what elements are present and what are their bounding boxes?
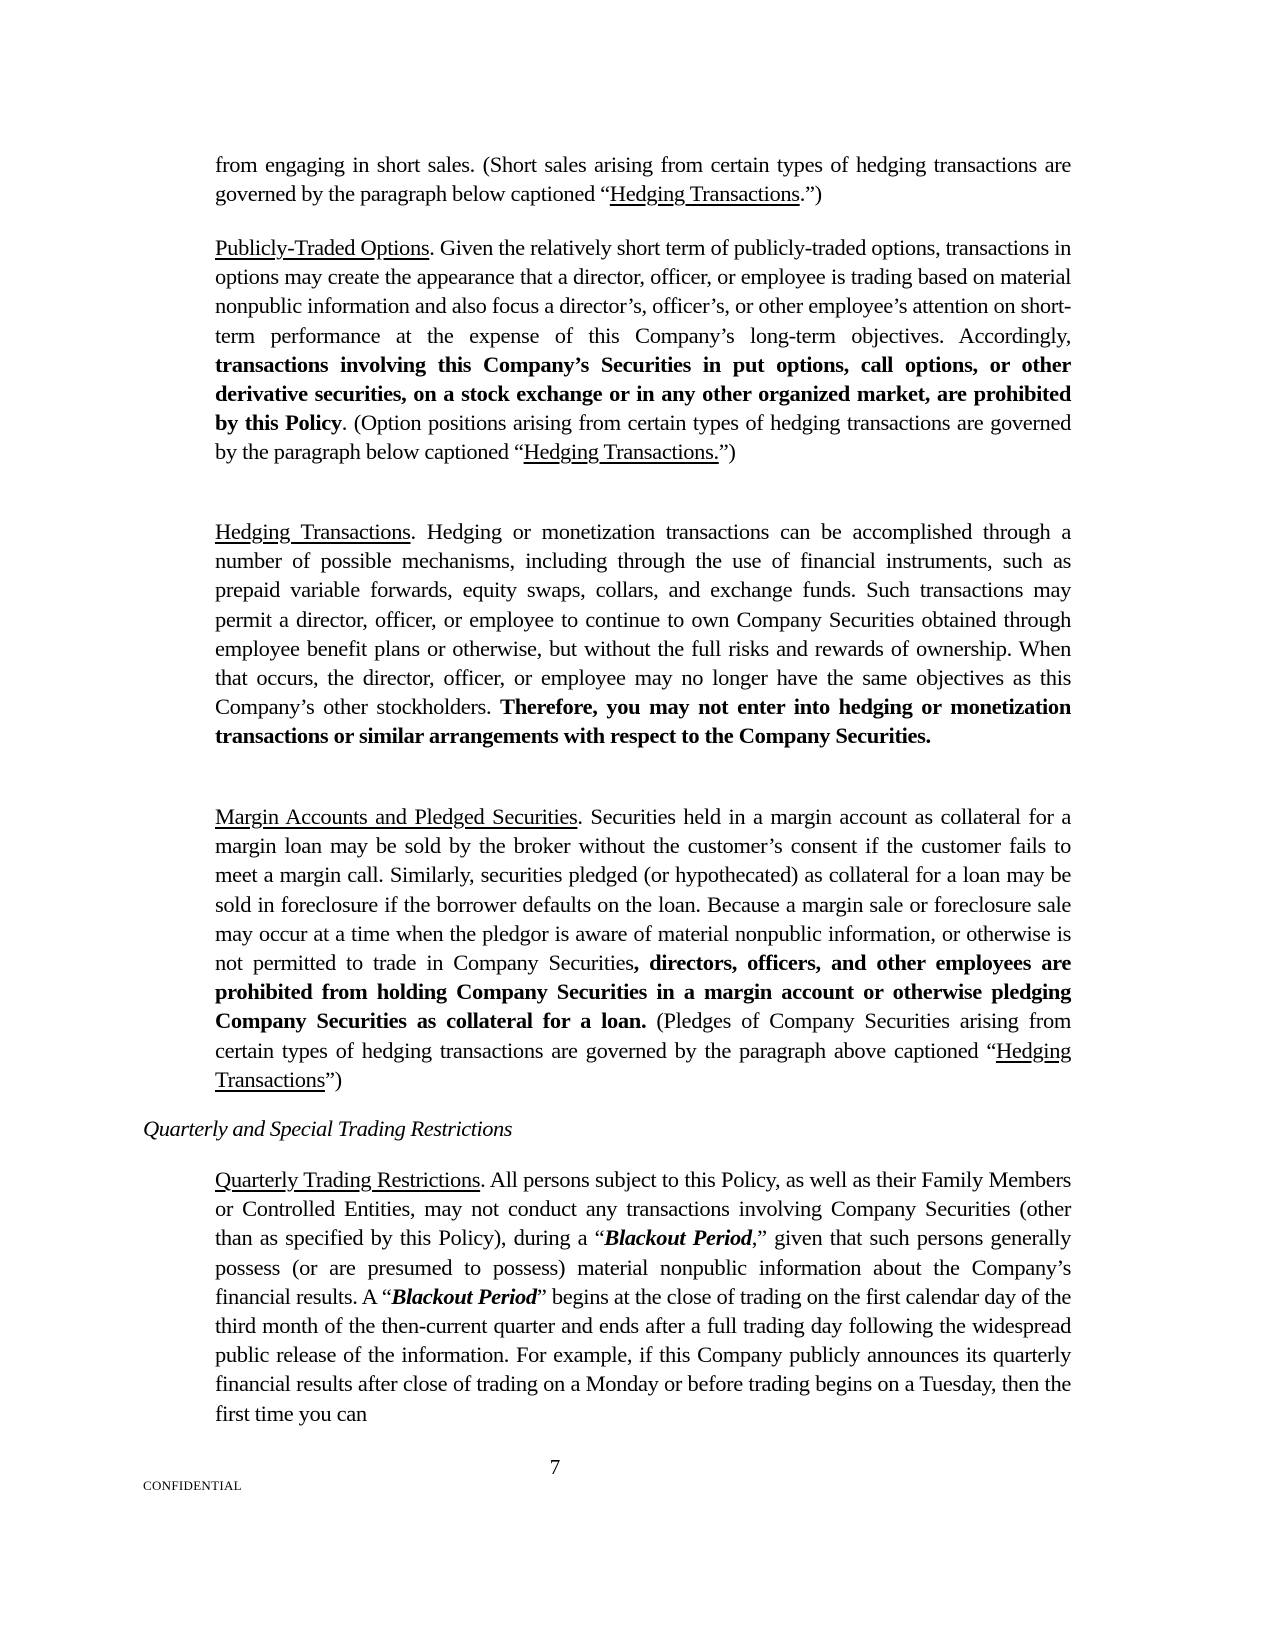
- text-segment: (Pledges of Company Securities arising from certain types of hedging transactions are governed by the paragraph above captioned “: [215, 1008, 1071, 1063]
- text-segment: . Securities held in a margin account as collateral for a margin loan may be sold by the broker without the customer’s consent if the customer fails to meet a margin call. Similarly, securities pledged (or hypothecated) as collateral for a loan may be sold in foreclosure if the borrower defaults on the loan. Because a margin sale or foreclosure sale may occur at a time when the pledgor is aware of material nonpublic information, or otherwise is not permitted to trade in Company Securities: [215, 804, 1071, 976]
- cross-reference-hedging-transactions: Hedging Transactions.: [523, 439, 719, 465]
- cross-reference-hedging-transactions: Hedging Transactions: [215, 1037, 1071, 1092]
- text-segment: .”): [799, 181, 822, 207]
- caption-publicly-traded-options: Publicly-Traded Options: [215, 235, 430, 260]
- section-heading: Quarterly and Special Trading Restrictions: [143, 1116, 512, 1141]
- defined-term-blackout-period: Blackout Period: [391, 1283, 537, 1309]
- text-segment: ”): [324, 1066, 342, 1092]
- text-segment: . (Option positions arising from certain types of hedging transactions are governed by the paragraph below captioned “: [215, 410, 1071, 465]
- paragraph-short-sales-continuation: [215, 150, 1071, 208]
- paragraph-publicly-traded-options: [215, 233, 1071, 467]
- cross-reference-hedging-transactions: Hedging Transactions: [609, 181, 800, 207]
- text-segment: . All persons subject to this Policy, as well as their Family Members or Controlled Entities, may not conduct any transactions involving Company Securities (other than as specified by this Policy), during a “: [215, 1167, 1071, 1251]
- text-segment: ” begins at the close of trading on the first calendar day of the third month of the then-current quarter and ends after a full trading day following the widespread public release of the information. For example, if this Company publicly announces its quarterly financial results after close of trading on a Monday or before trading begins on a Tuesday, then the first time you can: [215, 1283, 1071, 1426]
- bold-prohibition: transactions involving this Company’s Securities in put options, call options, or other derivative securities, on a stock exchange or in any other organized market, are prohibited by this Policy: [215, 351, 1071, 436]
- paragraph-hedging-transactions: [215, 517, 1071, 751]
- footer-confidential-label: CONFIDENTIAL: [143, 1478, 242, 1493]
- page-number: 7: [549, 1455, 561, 1479]
- paragraph-margin-accounts: [215, 802, 1071, 1094]
- defined-term-blackout-period: Blackout Period: [604, 1225, 752, 1251]
- caption-hedging-transactions: Hedging Transactions: [215, 519, 411, 544]
- caption-margin-accounts: Margin Accounts and Pledged Securities: [215, 804, 578, 829]
- bold-prohibition: , directors, officers, and other employees are prohibited from holding Company Securities in a margin account or otherwise pledging Company Securities as collateral for a loan.: [215, 950, 1071, 1034]
- text-segment: ,” given that such persons generally possess (or are presumed to possess) material nonpublic information about the Company’s financial results. A “: [215, 1225, 1071, 1309]
- text-segment: . Hedging or monetization transactions can be accomplished through a number of possible mechanisms, including through the use of financial instruments, such as prepaid variable forwards, equity swaps, collars, and exchange funds. Such transactions may permit a director, officer, or employee to continue to own Company Securities obtained through employee benefit plans or otherwise, but without the full risks and rewards of ownership. When that occurs, the director, officer, or employee may no longer have the same objectives as this Company’s other stockholders.: [215, 519, 1071, 720]
- text-segment: . Given the relatively short term of publicly-traded options, transactions in options may create the appearance that a director, officer, or employee is trading based on material nonpublic information and also focus a director’s, officer’s, or other employee’s attention on short-term performance at the expense of this Company’s long-term objectives. Accordingly,: [215, 235, 1071, 348]
- caption-quarterly-trading-restrictions: Quarterly Trading Restrictions: [215, 1167, 481, 1192]
- paragraph-quarterly-trading-restrictions: [215, 1165, 1071, 1428]
- text-segment: from engaging in short sales. (Short sales arising from certain types of hedging transactions are governed by the paragraph below captioned “: [215, 152, 1071, 207]
- text-segment: ”): [718, 439, 736, 465]
- bold-prohibition: Therefore, you may not enter into hedging or monetization transactions or similar arrangements with respect to the Company Securities.: [215, 694, 1071, 749]
